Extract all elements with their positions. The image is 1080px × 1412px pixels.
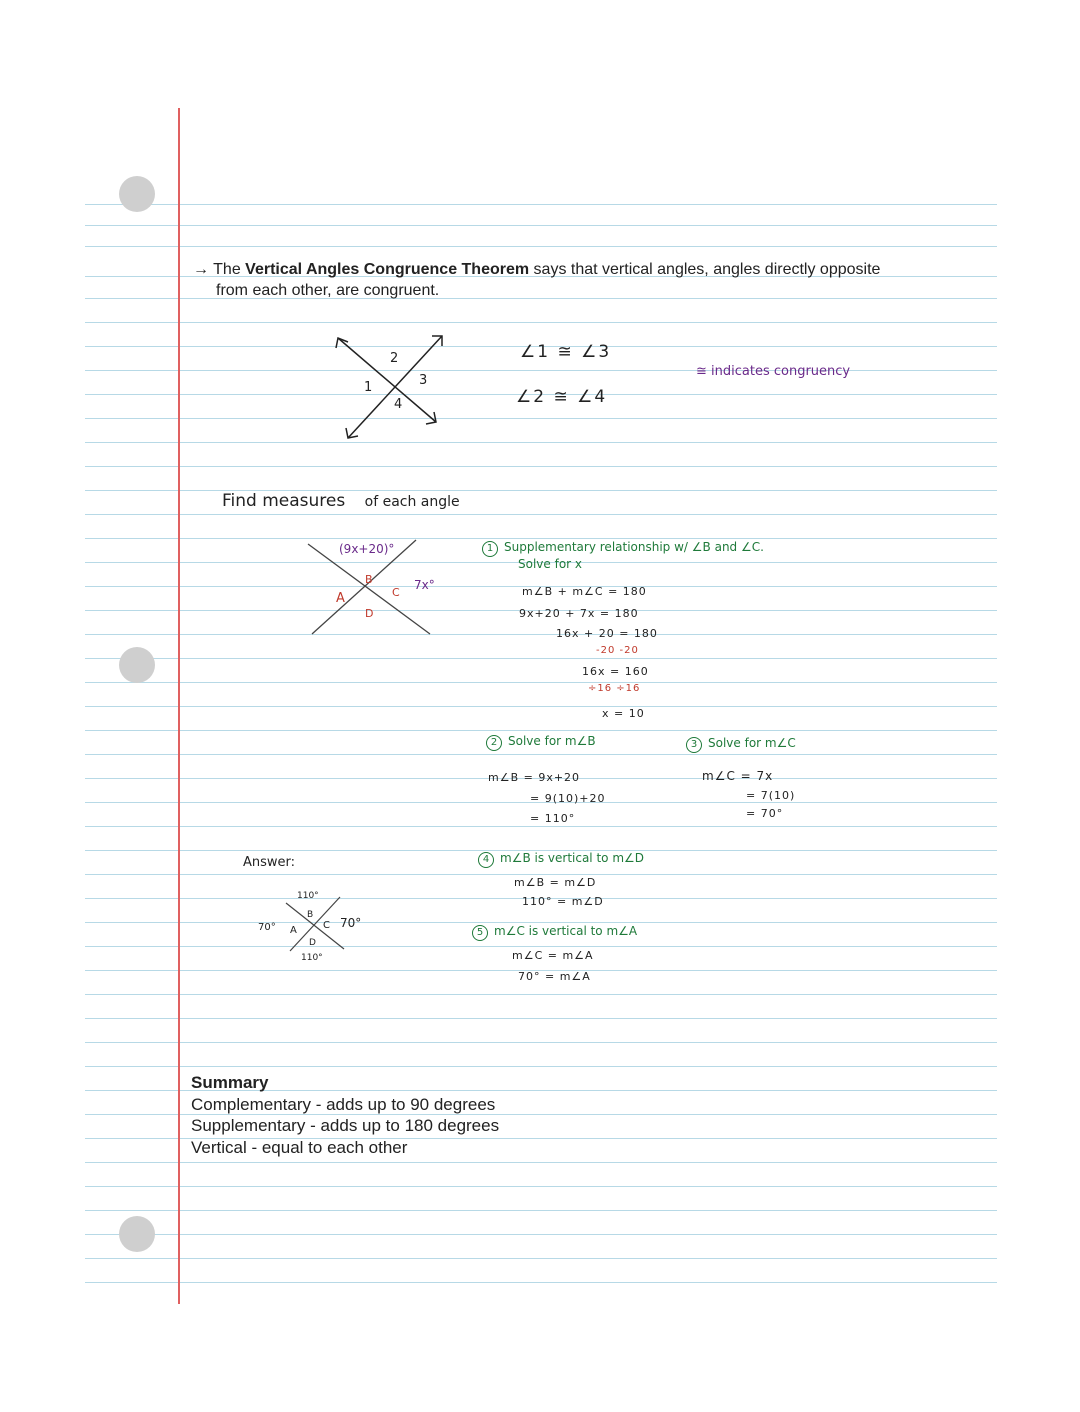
intro-line-2: from each other, are congruent.: [216, 282, 440, 299]
step4-heading: [478, 851, 644, 868]
step2-line-3: = 110°: [530, 812, 576, 825]
summary-line-complementary: Complementary - adds up to 90 degrees: [191, 1094, 496, 1114]
step4-title: m∠B is vertical to m∠D: [500, 851, 644, 865]
congruence-1: ∠1 ≅ ∠3: [520, 342, 612, 362]
point-d: D: [365, 607, 374, 620]
step1-divide: ÷16 ÷16: [588, 683, 641, 694]
summary-line-vertical: Vertical - equal to each other: [191, 1137, 408, 1157]
angle-label-2: 2: [390, 351, 399, 366]
step3-title: Solve for m∠C: [708, 736, 796, 750]
step1-result: x = 10: [602, 707, 645, 720]
step2-line-2: = 9(10)+20: [530, 792, 606, 805]
answer-point-d: D: [309, 938, 316, 948]
step1-heading: [482, 540, 764, 557]
answer-left-angle: 70°: [258, 922, 276, 933]
vertical-angles-diagram: [320, 330, 460, 450]
summary-section: [191, 1072, 499, 1158]
binder-hole: [119, 176, 155, 212]
angle-c-expression: 7x°: [414, 578, 435, 592]
congruency-note: ≅ indicates congruency: [696, 364, 851, 379]
answer-point-b: B: [307, 910, 314, 920]
step2-heading: [486, 734, 596, 751]
point-b: B: [365, 573, 373, 586]
step3-heading: [686, 736, 796, 753]
prompt-part-a: Find measures: [222, 491, 346, 511]
congruence-2: ∠2 ≅ ∠4: [516, 387, 608, 407]
step2-line-1: m∠B = 9x+20: [488, 771, 581, 784]
step3-line-1: m∠C = 7x: [702, 769, 774, 783]
step3-line-3: = 70°: [746, 807, 784, 820]
intro-line1-rest: says that vertical angles, angles directly opposite: [529, 261, 881, 278]
step3-number: 3: [686, 737, 702, 753]
binder-hole: [119, 647, 155, 683]
intro-prefix: The: [213, 261, 246, 278]
step3-line-2: = 7(10): [746, 789, 796, 802]
summary-heading: Summary: [191, 1073, 269, 1092]
angle-label-3: 3: [419, 373, 428, 388]
step1-title: Supplementary relationship w/ ∠B and ∠C.: [504, 540, 764, 554]
step5-number: 5: [472, 925, 488, 941]
step1-line-2: 9x+20 + 7x = 180: [519, 607, 639, 620]
answer-bottom-angle: 110°: [301, 953, 323, 963]
intro-line-1: [193, 259, 983, 280]
step4-line-2: 110° = m∠D: [522, 895, 604, 908]
step1-number: 1: [482, 541, 498, 557]
step5-title: m∠C is vertical to m∠A: [494, 924, 638, 938]
intro-arrow: →: [193, 261, 209, 278]
answer-point-c: C: [323, 920, 330, 931]
margin-line: [178, 108, 180, 1304]
answer-top-angle: 110°: [297, 891, 319, 901]
prompt-part-b: of each angle: [364, 494, 460, 510]
binder-hole: [119, 1216, 155, 1252]
step1-subtitle: Solve for x: [518, 557, 583, 571]
theorem-name: Vertical Angles Congruence Theorem: [245, 261, 530, 278]
step5-heading: [472, 924, 637, 941]
step5-line-1: m∠C = m∠A: [512, 949, 594, 962]
step1-line-4: 16x = 160: [582, 665, 649, 678]
step1-line-3: 16x + 20 = 180: [556, 627, 658, 640]
step2-number: 2: [486, 735, 502, 751]
find-measures-prompt: [222, 491, 460, 511]
point-a: A: [336, 591, 345, 606]
arrowhead-icon: [336, 338, 348, 348]
angle-label-1: 1: [364, 380, 373, 395]
step1-subtract: -20 -20: [596, 645, 639, 656]
answer-label: Answer:: [243, 855, 296, 870]
intro-text: [193, 259, 983, 301]
point-c: C: [392, 586, 400, 599]
answer-right-angle: 70°: [340, 916, 362, 930]
step2-title: Solve for m∠B: [508, 734, 596, 748]
step1-line-1: m∠B + m∠C = 180: [522, 585, 647, 598]
angle-b-expression: (9x+20)°: [339, 542, 395, 556]
step5-line-2: 70° = m∠A: [518, 970, 591, 983]
step4-number: 4: [478, 852, 494, 868]
angle-label-4: 4: [394, 397, 403, 412]
answer-point-a: A: [290, 925, 297, 936]
summary-line-supplementary: Supplementary - adds up to 180 degrees: [191, 1116, 500, 1135]
step4-line-1: m∠B = m∠D: [514, 876, 597, 889]
